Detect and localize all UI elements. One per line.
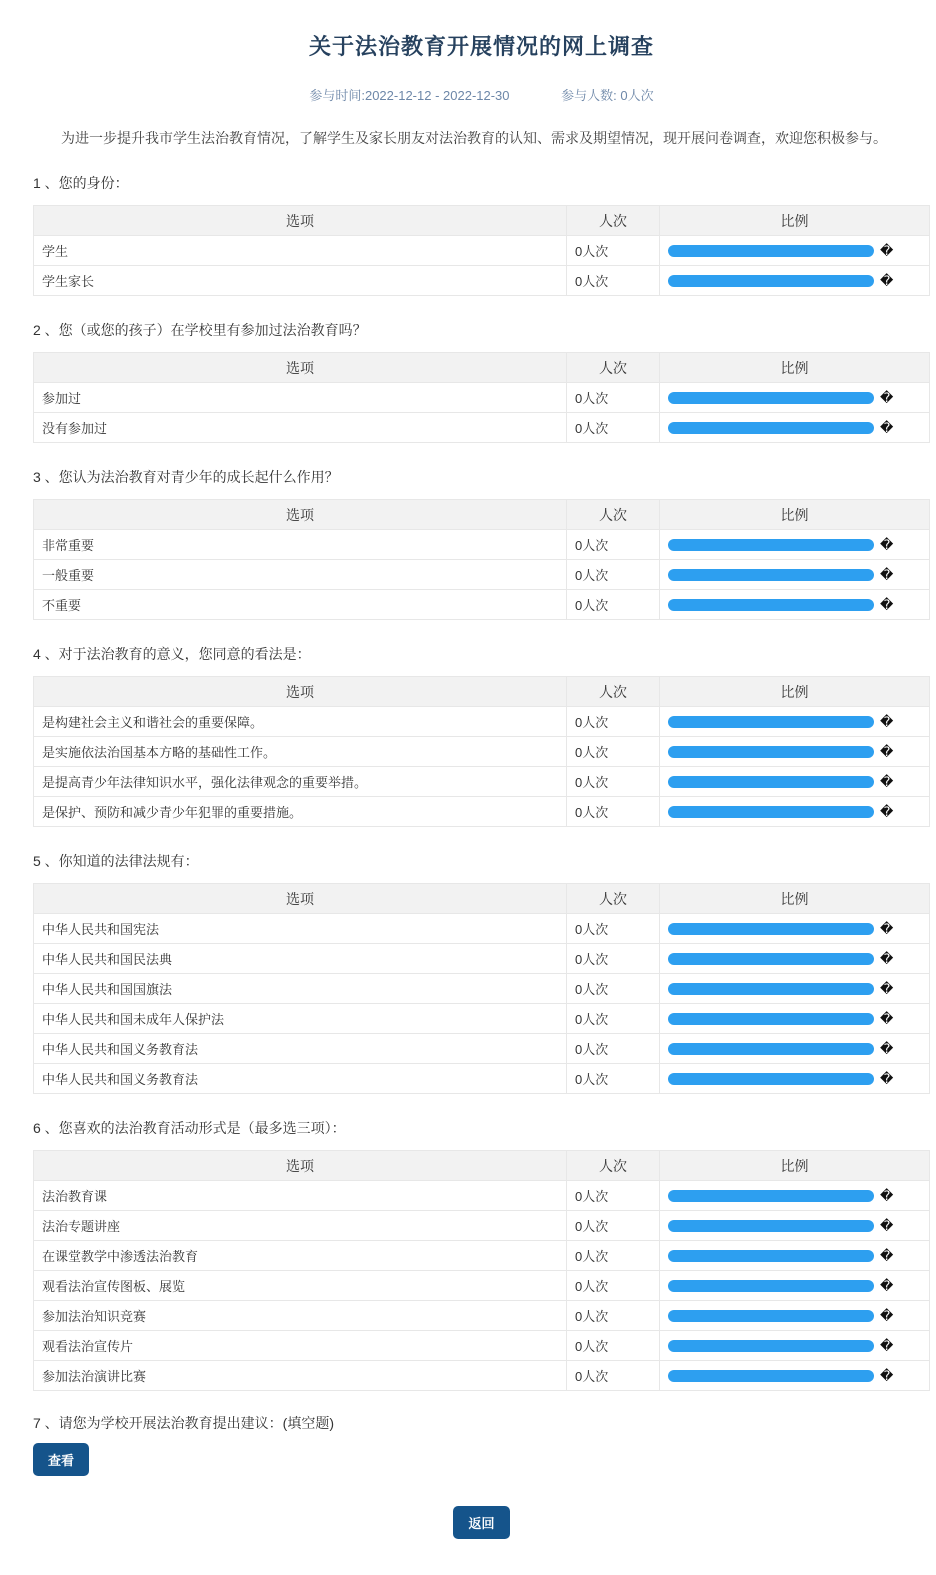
ratio-broken-char: � bbox=[880, 567, 894, 582]
ratio-broken-char: � bbox=[880, 951, 894, 966]
ratio-cell bbox=[660, 413, 930, 443]
column-header-option: 选项 bbox=[34, 500, 567, 530]
ratio-broken-char: � bbox=[880, 921, 894, 936]
ratio-bar bbox=[668, 806, 874, 818]
ratio-cell bbox=[660, 1004, 930, 1034]
ratio-cell bbox=[660, 797, 930, 827]
table-header-row bbox=[34, 353, 930, 383]
option-label: 不重要 bbox=[34, 590, 567, 620]
table-row bbox=[34, 737, 930, 767]
option-label: 法治专题讲座 bbox=[34, 1211, 567, 1241]
count-value: 0人次 bbox=[567, 1181, 660, 1211]
ratio-bar bbox=[668, 422, 874, 434]
results-table bbox=[33, 205, 930, 296]
option-label: 中华人民共和国宪法 bbox=[34, 914, 567, 944]
ratio-cell bbox=[660, 737, 930, 767]
ratio-bar-group bbox=[668, 1189, 921, 1202]
ratio-bar-group bbox=[668, 1012, 921, 1025]
question-label: 2 、您（或您的孩子）在学校里有参加过法治教育吗？ bbox=[33, 322, 367, 338]
option-label: 是提高青少年法律知识水平，强化法律观念的重要举措。 bbox=[34, 767, 567, 797]
ratio-broken-char: � bbox=[880, 1308, 894, 1323]
column-header-option: 选项 bbox=[34, 677, 567, 707]
view-answers-button[interactable]: 查看 bbox=[33, 1443, 89, 1476]
option-label: 观看法治宣传片 bbox=[34, 1331, 567, 1361]
ratio-cell bbox=[660, 1241, 930, 1271]
count-value: 0人次 bbox=[567, 707, 660, 737]
ratio-bar-group bbox=[668, 598, 921, 611]
table-row bbox=[34, 236, 930, 266]
table-row bbox=[34, 1034, 930, 1064]
table-row bbox=[34, 914, 930, 944]
ratio-bar-group bbox=[668, 391, 921, 404]
ratio-bar-group bbox=[668, 982, 921, 995]
ratio-bar bbox=[668, 275, 874, 287]
option-label: 参加法治知识竞赛 bbox=[34, 1301, 567, 1331]
question-label: 1 、您的身份： bbox=[33, 175, 129, 191]
ratio-cell bbox=[660, 1211, 930, 1241]
ratio-bar bbox=[668, 1370, 874, 1382]
table-row bbox=[34, 1331, 930, 1361]
ratio-broken-char: � bbox=[880, 390, 894, 405]
table-header-row bbox=[34, 500, 930, 530]
ratio-bar-group bbox=[668, 421, 921, 434]
option-label: 学生 bbox=[34, 236, 567, 266]
ratio-cell bbox=[660, 944, 930, 974]
count-value: 0人次 bbox=[567, 1271, 660, 1301]
option-label: 在课堂教学中渗透法治教育 bbox=[34, 1241, 567, 1271]
ratio-bar-group bbox=[668, 715, 921, 728]
table-row bbox=[34, 1301, 930, 1331]
ratio-broken-char: � bbox=[880, 714, 894, 729]
table-header-row bbox=[34, 677, 930, 707]
ratio-broken-char: � bbox=[880, 1071, 894, 1086]
results-table bbox=[33, 352, 930, 443]
table-header-row bbox=[34, 1151, 930, 1181]
ratio-cell bbox=[660, 1271, 930, 1301]
ratio-cell bbox=[660, 1361, 930, 1391]
ratio-broken-char: � bbox=[880, 597, 894, 612]
ratio-cell bbox=[660, 383, 930, 413]
ratio-bar bbox=[668, 245, 874, 257]
ratio-bar-group bbox=[668, 1339, 921, 1352]
ratio-cell bbox=[660, 974, 930, 1004]
ratio-bar bbox=[668, 716, 874, 728]
option-label: 参加过 bbox=[34, 383, 567, 413]
table-row bbox=[34, 1004, 930, 1034]
back-button[interactable]: 返回 bbox=[453, 1506, 509, 1539]
column-header-option: 选项 bbox=[34, 1151, 567, 1181]
ratio-bar-group bbox=[668, 775, 921, 788]
table-row bbox=[34, 1361, 930, 1391]
count-value: 0人次 bbox=[567, 1034, 660, 1064]
count-value: 0人次 bbox=[567, 1301, 660, 1331]
table-row bbox=[34, 413, 930, 443]
ratio-bar bbox=[668, 953, 874, 965]
option-label: 中华人民共和国义务教育法 bbox=[34, 1034, 567, 1064]
count-value: 0人次 bbox=[567, 914, 660, 944]
ratio-cell bbox=[660, 560, 930, 590]
column-header-option: 选项 bbox=[34, 206, 567, 236]
count-value: 0人次 bbox=[567, 797, 660, 827]
ratio-broken-char: � bbox=[880, 981, 894, 996]
ratio-bar bbox=[668, 983, 874, 995]
count-value: 0人次 bbox=[567, 944, 660, 974]
count-value: 0人次 bbox=[567, 383, 660, 413]
ratio-bar bbox=[668, 1310, 874, 1322]
option-label: 是构建社会主义和谐社会的重要保障。 bbox=[34, 707, 567, 737]
option-label: 中华人民共和国国旗法 bbox=[34, 974, 567, 1004]
ratio-bar bbox=[668, 1340, 874, 1352]
table-row bbox=[34, 530, 930, 560]
question-section bbox=[33, 644, 930, 827]
results-table bbox=[33, 499, 930, 620]
back-row bbox=[33, 1506, 930, 1539]
count-value: 0人次 bbox=[567, 737, 660, 767]
ratio-broken-char: � bbox=[880, 744, 894, 759]
option-label: 参加法治演讲比赛 bbox=[34, 1361, 567, 1391]
column-header-count: 人次 bbox=[567, 500, 660, 530]
ratio-broken-char: � bbox=[880, 804, 894, 819]
ratio-bar-group bbox=[668, 805, 921, 818]
ratio-broken-char: � bbox=[880, 1218, 894, 1233]
ratio-bar bbox=[668, 746, 874, 758]
ratio-bar-group bbox=[668, 1309, 921, 1322]
ratio-cell bbox=[660, 707, 930, 737]
ratio-broken-char: � bbox=[880, 273, 894, 288]
results-table bbox=[33, 1150, 930, 1391]
count-value: 0人次 bbox=[567, 1241, 660, 1271]
table-row bbox=[34, 383, 930, 413]
table-row bbox=[34, 590, 930, 620]
ratio-bar-group bbox=[668, 1042, 921, 1055]
question-label: 4 、对于法治教育的意义，您同意的看法是： bbox=[33, 646, 311, 662]
table-header-row bbox=[34, 884, 930, 914]
ratio-bar bbox=[668, 392, 874, 404]
count-value: 0人次 bbox=[567, 1361, 660, 1391]
column-header-option: 选项 bbox=[34, 353, 567, 383]
count-value: 0人次 bbox=[567, 974, 660, 1004]
results-table bbox=[33, 676, 930, 827]
question-section bbox=[33, 173, 930, 296]
column-header-count: 人次 bbox=[567, 884, 660, 914]
question-label: 3 、您认为法治教育对青少年的成长起什么作用？ bbox=[33, 469, 339, 485]
ratio-bar-group bbox=[668, 952, 921, 965]
option-label: 没有参加过 bbox=[34, 413, 567, 443]
question-7-label: 7 、请您为学校开展法治教育提出建议：(填空题) bbox=[33, 1415, 334, 1431]
table-row bbox=[34, 767, 930, 797]
option-label: 一般重要 bbox=[34, 560, 567, 590]
column-header-ratio: 比例 bbox=[660, 500, 930, 530]
column-header-count: 人次 bbox=[567, 353, 660, 383]
table-row bbox=[34, 1211, 930, 1241]
option-label: 中华人民共和国未成年人保护法 bbox=[34, 1004, 567, 1034]
table-header-row bbox=[34, 206, 930, 236]
ratio-bar bbox=[668, 1013, 874, 1025]
column-header-count: 人次 bbox=[567, 677, 660, 707]
ratio-bar-group bbox=[668, 568, 921, 581]
ratio-bar-group bbox=[668, 538, 921, 551]
table-row bbox=[34, 1241, 930, 1271]
ratio-broken-char: � bbox=[880, 243, 894, 258]
ratio-cell bbox=[660, 1064, 930, 1094]
ratio-bar-group bbox=[668, 922, 921, 935]
ratio-bar bbox=[668, 539, 874, 551]
ratio-broken-char: � bbox=[880, 774, 894, 789]
option-label: 中华人民共和国民法典 bbox=[34, 944, 567, 974]
column-header-option: 选项 bbox=[34, 884, 567, 914]
ratio-broken-char: � bbox=[880, 1188, 894, 1203]
ratio-bar bbox=[668, 1220, 874, 1232]
question-7-section bbox=[33, 1413, 930, 1476]
column-header-ratio: 比例 bbox=[660, 884, 930, 914]
ratio-bar-group bbox=[668, 1279, 921, 1292]
count-value: 0人次 bbox=[567, 590, 660, 620]
ratio-bar-group bbox=[668, 1369, 921, 1382]
page-title: 关于法治教育开展情况的网上调查 bbox=[308, 34, 654, 59]
ratio-cell bbox=[660, 1034, 930, 1064]
count-value: 0人次 bbox=[567, 413, 660, 443]
ratio-cell bbox=[660, 1181, 930, 1211]
ratio-broken-char: � bbox=[880, 1278, 894, 1293]
survey-intro: 为进一步提升我市学生法治教育情况，了解学生及家长朋友对法治教育的认知、需求及期望情况，现开展问卷调查，欢迎您积极参与。 bbox=[61, 130, 887, 146]
ratio-bar bbox=[668, 776, 874, 788]
survey-results-page bbox=[0, 30, 936, 1575]
count-value: 0人次 bbox=[567, 560, 660, 590]
ratio-bar-group bbox=[668, 745, 921, 758]
ratio-bar bbox=[668, 1073, 874, 1085]
option-label: 是保护、预防和减少青少年犯罪的重要措施。 bbox=[34, 797, 567, 827]
count-value: 0人次 bbox=[567, 266, 660, 296]
question-section bbox=[33, 1118, 930, 1391]
ratio-bar-group bbox=[668, 274, 921, 287]
count-value: 0人次 bbox=[567, 236, 660, 266]
option-label: 法治教育课 bbox=[34, 1181, 567, 1211]
results-table bbox=[33, 883, 930, 1094]
column-header-ratio: 比例 bbox=[660, 353, 930, 383]
table-row bbox=[34, 560, 930, 590]
ratio-broken-char: � bbox=[880, 1368, 894, 1383]
option-label: 观看法治宣传图板、展览 bbox=[34, 1271, 567, 1301]
table-row bbox=[34, 944, 930, 974]
count-value: 0人次 bbox=[567, 1331, 660, 1361]
column-header-count: 人次 bbox=[567, 1151, 660, 1181]
ratio-broken-char: � bbox=[880, 420, 894, 435]
count-value: 0人次 bbox=[567, 1064, 660, 1094]
option-label: 学生家长 bbox=[34, 266, 567, 296]
ratio-cell bbox=[660, 767, 930, 797]
question-list bbox=[33, 173, 930, 1391]
ratio-cell bbox=[660, 236, 930, 266]
question-section bbox=[33, 851, 930, 1094]
ratio-bar-group bbox=[668, 1219, 921, 1232]
ratio-bar-group bbox=[668, 1072, 921, 1085]
ratio-bar bbox=[668, 1190, 874, 1202]
ratio-bar-group bbox=[668, 244, 921, 257]
table-row bbox=[34, 1271, 930, 1301]
count-value: 0人次 bbox=[567, 767, 660, 797]
participant-count: 参与人数: 0人次 bbox=[561, 88, 654, 103]
question-label: 5 、你知道的法律法规有： bbox=[33, 853, 199, 869]
option-label: 中华人民共和国义务教育法 bbox=[34, 1064, 567, 1094]
column-header-ratio: 比例 bbox=[660, 677, 930, 707]
ratio-bar bbox=[668, 1043, 874, 1055]
ratio-broken-char: � bbox=[880, 1041, 894, 1056]
ratio-broken-char: � bbox=[880, 1248, 894, 1263]
survey-meta bbox=[33, 85, 930, 104]
ratio-bar bbox=[668, 1250, 874, 1262]
ratio-cell bbox=[660, 530, 930, 560]
option-label: 非常重要 bbox=[34, 530, 567, 560]
ratio-cell bbox=[660, 590, 930, 620]
question-section bbox=[33, 467, 930, 620]
participate-time: 参与时间:2022-12-12 - 2022-12-30 bbox=[309, 88, 510, 103]
ratio-cell bbox=[660, 1331, 930, 1361]
question-label: 6 、您喜欢的法治教育活动形式是（最多选三项）： bbox=[33, 1120, 346, 1136]
count-value: 0人次 bbox=[567, 1211, 660, 1241]
count-value: 0人次 bbox=[567, 1004, 660, 1034]
table-row bbox=[34, 266, 930, 296]
ratio-broken-char: � bbox=[880, 1011, 894, 1026]
column-header-ratio: 比例 bbox=[660, 206, 930, 236]
ratio-bar bbox=[668, 569, 874, 581]
column-header-ratio: 比例 bbox=[660, 1151, 930, 1181]
table-row bbox=[34, 1064, 930, 1094]
option-label: 是实施依法治国基本方略的基础性工作。 bbox=[34, 737, 567, 767]
ratio-bar bbox=[668, 599, 874, 611]
ratio-cell bbox=[660, 914, 930, 944]
ratio-bar bbox=[668, 923, 874, 935]
question-section bbox=[33, 320, 930, 443]
ratio-bar bbox=[668, 1280, 874, 1292]
ratio-broken-char: � bbox=[880, 1338, 894, 1353]
column-header-count: 人次 bbox=[567, 206, 660, 236]
table-row bbox=[34, 797, 930, 827]
ratio-cell bbox=[660, 1301, 930, 1331]
ratio-cell bbox=[660, 266, 930, 296]
count-value: 0人次 bbox=[567, 530, 660, 560]
ratio-bar-group bbox=[668, 1249, 921, 1262]
table-row bbox=[34, 707, 930, 737]
table-row bbox=[34, 1181, 930, 1211]
table-row bbox=[34, 974, 930, 1004]
ratio-broken-char: � bbox=[880, 537, 894, 552]
